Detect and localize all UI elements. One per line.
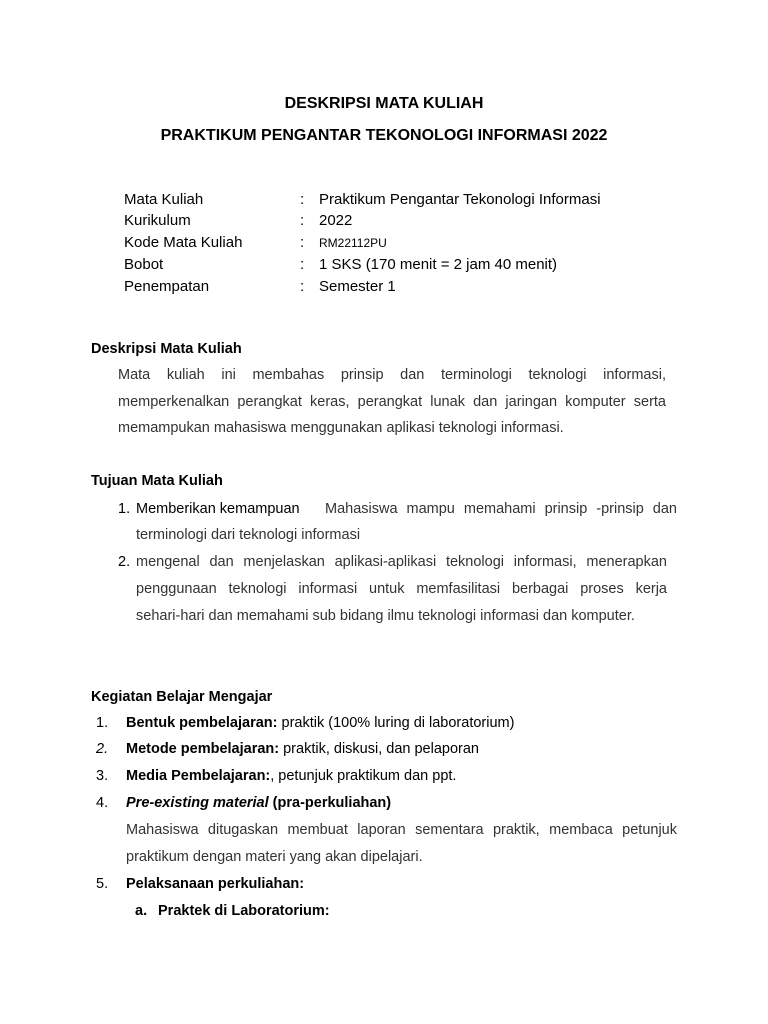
list-text: terminologi dari teknologi informasi xyxy=(136,527,361,543)
info-value: RM22112PU xyxy=(319,236,387,250)
paragraph-line: memampukan mahasiswa menggunakan aplikasi teknologi informasi. xyxy=(118,420,564,436)
list-text: penggunaan teknologi informasi untuk memfasilitasi berbagai proses kerja xyxy=(136,581,667,597)
info-value: Semester 1 xyxy=(319,278,396,295)
sub-list-letter: a. xyxy=(135,903,148,919)
list-label-suffix: (pra-perkuliahan) xyxy=(268,795,392,811)
list-text xyxy=(126,715,514,731)
list-number: 2. xyxy=(96,741,109,757)
list-value: , petunjuk praktikum dan ppt. xyxy=(270,768,457,784)
list-label: Media Pembelajaran: xyxy=(126,768,271,784)
list-text xyxy=(126,768,456,784)
list-number: 2. xyxy=(118,554,131,570)
list-value: praktik, diskusi, dan pelaporan xyxy=(279,741,479,757)
section-heading-deskripsi: Deskripsi Mata Kuliah xyxy=(91,341,242,357)
paragraph-line: memperkenalkan perangkat keras, perangkat lunak dan jaringan komputer serta xyxy=(118,394,666,410)
info-colon: : xyxy=(300,191,305,208)
info-colon: : xyxy=(300,278,305,295)
list-text xyxy=(126,741,479,757)
list-label: Pre-existing material xyxy=(126,795,269,811)
info-value: 1 SKS (170 menit = 2 jam 40 menit) xyxy=(319,256,558,273)
list-label: Metode pembelajaran: xyxy=(126,741,280,757)
section-heading-tujuan: Tujuan Mata Kuliah xyxy=(91,473,223,489)
info-value: Praktikum Pengantar Tekonologi Informasi xyxy=(319,191,601,208)
paragraph-line: Mata kuliah ini membahas prinsip dan terminologi teknologi informasi, xyxy=(118,367,666,383)
list-text: sehari-hari dan memahami sub bidang ilmu teknologi informasi dan komputer. xyxy=(136,608,635,624)
section-heading-kegiatan: Kegiatan Belajar Mengajar xyxy=(91,689,273,705)
list-text: Mahasiswa mampu memahami prinsip -prinsip dan xyxy=(325,501,677,517)
list-lead-text: Memberikan kemampuan xyxy=(136,501,300,517)
list-number: 4. xyxy=(96,795,109,811)
document-subtitle: PRAKTIKUM PENGANTAR TEKONOLOGI INFORMASI 2022 xyxy=(160,127,608,144)
info-colon: : xyxy=(300,212,305,229)
info-label: Kurikulum xyxy=(124,212,191,229)
list-text: praktikum dengan materi yang akan dipelajari. xyxy=(126,849,423,865)
info-label: Kode Mata Kuliah xyxy=(124,234,243,251)
info-value: 2022 xyxy=(319,212,353,229)
list-number: 1. xyxy=(118,501,131,517)
info-colon: : xyxy=(300,234,305,251)
list-text: mengenal dan menjelaskan aplikasi-aplikasi teknologi informasi, menerapkan xyxy=(136,554,667,570)
list-number: 3. xyxy=(96,768,109,784)
list-value: praktik (100% luring di laboratorium) xyxy=(277,715,515,731)
list-text: Mahasiswa ditugaskan membuat laporan sementara praktik, membaca petunjuk xyxy=(126,822,677,838)
document-title: DESKRIPSI MATA KULIAH xyxy=(284,95,484,112)
list-text xyxy=(126,795,391,811)
list-label: Bentuk pembelajaran: xyxy=(126,715,278,731)
list-number: 1. xyxy=(96,715,109,731)
info-label: Mata Kuliah xyxy=(124,191,204,208)
info-label: Penempatan xyxy=(124,278,210,295)
list-number: 5. xyxy=(96,876,109,892)
info-label: Bobot xyxy=(124,256,164,273)
sub-list-label: Praktek di Laboratorium: xyxy=(158,903,330,919)
list-label: Pelaksanaan perkuliahan: xyxy=(126,876,305,892)
info-colon: : xyxy=(300,256,305,273)
